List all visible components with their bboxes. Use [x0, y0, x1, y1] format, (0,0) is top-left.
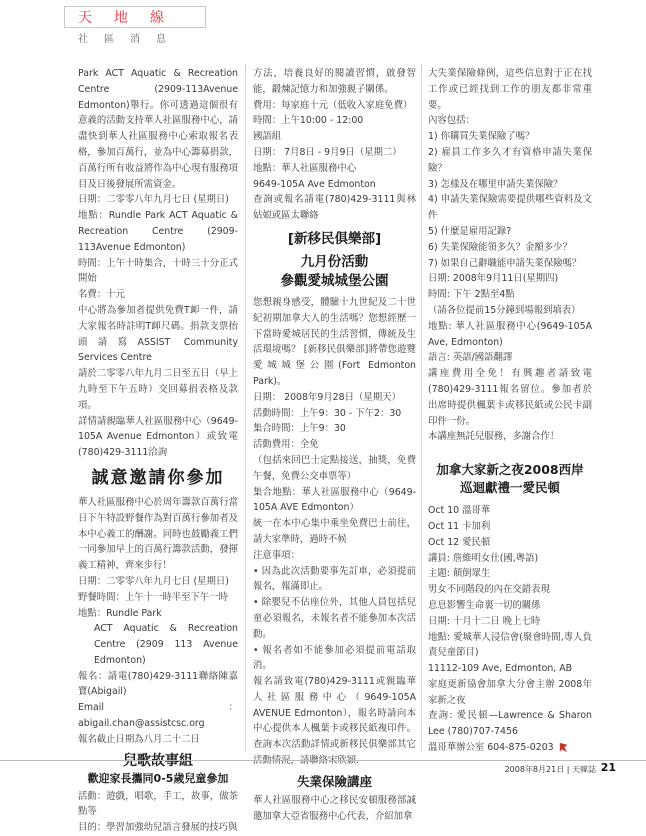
family-night-address: 11112-109 Ave, Edmonton, AB [428, 663, 573, 675]
walkathon-location: 地點：Rundle Park ACT Aquatic & Recreation Centre (2909-113Avenue Edmonton) [78, 210, 238, 253]
newcomer-note-3: • 報名者如不能參加必須提前電話取消。 [253, 644, 416, 672]
picnic-time: 野餐時間：上午十一時半至下午一時 [78, 591, 229, 603]
organization-logo-icon [558, 742, 569, 753]
storytime-lang: 國語組 [253, 131, 282, 143]
section-subtitle: 社區消息 [78, 34, 182, 45]
tour-date-1: Oct 10 溫哥華 [428, 505, 491, 517]
storytime-subheading: 歡迎家長攜同0-5歲兒童參加 [87, 771, 229, 785]
ei-free: 講座費用全免！有興趣者請致電(780)429-3111報名留位。參加者於出席時提供楓葉卡或移民紙或公民卡副印件一份。 [428, 368, 592, 427]
column-divider [421, 64, 422, 752]
walkathon-shirt: 中心將為參加者提供免費T卹一件，請大家報名時註明T卹尺碼。捐款支票抬頭請寫ASSIST Community Services Centre [78, 304, 238, 364]
family-night-venue: 地點: 愛城華人浸信會(聚會時間,專人負責兒童節目) [428, 631, 592, 659]
ei-early: （請各位提前15分鐘到場報到填表） [428, 304, 581, 316]
family-night-topic-2: 息息影響生命裏一切的關係 [428, 599, 541, 611]
walkathon-time: 時間：上午十時集合，十時三十分正式開始 [78, 257, 238, 285]
newcomer-note-1: • 因為此次活動要事先訂車，必須提前報名，報滿即止。 [253, 565, 416, 593]
walkathon-deadline: 請於二零零八年九月二日至五日（早上九時至下午五時）交回募捐表格及款項。 [78, 368, 238, 411]
footer-date-magazine: 2008年8月21日 | 天韓誌 [504, 765, 596, 774]
newcomer-meet-time: 集合時間：上午9：30 [253, 423, 346, 435]
invite-email: Email：abigail.chan@assistcsc.org [78, 702, 238, 730]
storytime-date: 日期： 7月8日 - 9月9日（星期二） [253, 146, 402, 158]
newcomer-bus: 統一在本中心集中乘坐免費巴士前往，請大家準時，過時不候 [253, 518, 416, 545]
ei-place: 地點: 華人社區服務中心(9649-105A Ave, Edmonton) [428, 320, 592, 348]
newcomer-activity-time: 活動時間：上午9：30 - 下午2：30 [253, 407, 402, 419]
newcomer-fee: 活動費用：全免 [253, 439, 319, 451]
family-night-topic: 男女不同階段的內在交錯表現 [428, 584, 550, 596]
family-night-host: 家庭更新協會加拿大分會主辦 2008年家新之夜 [428, 678, 592, 706]
column-2 [253, 66, 416, 824]
newcomer-notes-label: 注意事項： [253, 549, 300, 561]
storytime-purpose: 目的：學習加強幼兒語言發展的技巧與 [78, 822, 238, 834]
ei-question-4: 4) 申請失業保險需要提供哪些資料及文件 [428, 194, 592, 222]
storytime-time: 時間：上午10:00 - 12:00 [253, 115, 364, 127]
ei-cont: 大失業保險條例，這些信息對于正在找工作或已經找到工作的朋友都非常重要。 [428, 68, 592, 111]
family-night-date: 日期: 十月十二日 晚上七時 [428, 615, 541, 627]
invite-deadline: 報名截止日期為八月二十二日 [78, 733, 200, 745]
newcomer-desc: 您想親身感受，體驗十九世紀及二十世紀初期加拿大人的生活嗎？您想經歷一下當時愛城居民的生活習慣，傳統及生活環境嗎？ [新移民俱樂部]將帶您遊覽愛城城堡公園(Fort Edmonton Park)。 [253, 296, 416, 387]
newcomer-meet-place: 集合地點：華人社區服務中心（9649-105A AVE Edmonton） [253, 486, 416, 514]
ei-question-3: 3) 怎樣及在哪里申請失業保險？ [428, 178, 563, 190]
ei-childcare: 本講座無託兒服務，多謝合作！ [428, 431, 560, 443]
walkathon-contact: 詳情請親臨華人社區服務中心（9649-105A Avenue Edmonton）或致電(780)429-3111洽詢 [78, 415, 238, 459]
storytime-fee: 費用：每家庭十元（低收入家庭免費） [253, 99, 413, 111]
picnic-address: ACT Aquatic & Recreation Centre (2909 113 Avenue Edmonton) [94, 623, 238, 666]
family-night-heading-a: 加拿大家新之夜2008西岸 [436, 462, 584, 478]
picnic-place: 地點：Rundle Park [78, 607, 162, 619]
newcomer-contact: 報名請致電(780)429-3111或親臨華人社區服務中心（9649-105A AVENUE Edmonton），報名時請向本中心提供本人楓葉卡或移民紙複印件。查詢本次活動詳情或新移民俱樂部其它活動情況，請聯絡宋欣穎. [253, 676, 416, 767]
storytime-address: 9649-105A Ave Edmonton [253, 178, 376, 190]
invite-date: 日期：二零零八年九月七日 (星期日) [78, 575, 229, 587]
ei-date: 日期: 2008年9月11日(星期四) [428, 273, 559, 285]
column-3 [428, 66, 592, 756]
invite-heading: 誠意邀請你參加 [91, 467, 225, 488]
invite-body: 華人社區服務中心於周年籌款百萬行當日下午特設野餐作為對百萬行參加者及本中心義工的酬謝。同時也鼓勵義工們一同參加早上的百萬行籌款活動，發揮義工精神，齊來步行！ [78, 496, 238, 572]
storytime-inquiry: 查詢或報名請電(780)429-3111與林姑娘或區太聯絡 [253, 194, 416, 222]
column-1 [78, 66, 238, 836]
invite-register: 報名：請電(780)429-3111聯絡陳嘉寶(Abigail) [78, 670, 238, 698]
page-number: 21 [600, 761, 616, 774]
ei-question-1: 1) 你購買失業保險了嗎？ [428, 131, 535, 143]
office-text: 溫哥華辦公室 604-875-0203 [428, 742, 554, 754]
ei-seminar-intro: 華人社區服務中心之移民安頓服務部誠邀加拿大亞省服務中心代表，介紹加拿 [253, 794, 416, 822]
section-title: 天地線 [78, 10, 186, 26]
newcomer-note-2: • 除嬰兒不佔座位外，其他人員包括兒童必須報名，未報名者不能參加本次活動。 [253, 597, 416, 640]
tour-date-2: Oct 11 卡加利 [428, 520, 491, 532]
newcomer-includes: （包括來回巴士定點接送，抽獎，免費午餐，免費公交車票等） [253, 454, 416, 482]
ei-language: 語言: 英語/國語翻譯 [428, 352, 513, 364]
ei-question-2: 2) 雇員工作多久才有資格申請失業保險？ [428, 146, 592, 174]
ei-contents-label: 內容包括： [428, 115, 475, 127]
ei-seminar-heading: 失業保險講座 [296, 773, 372, 789]
ei-question-6: 6) 失業保險能領多久？金額多少？ [428, 241, 572, 253]
family-night-speaker: 講員: 詹維明女仕(國,粵語) [428, 552, 539, 564]
storytime-cont: 方法，培養良好的閱讀習慣，啟發智能，鍛煉記憶力和加強親子關係。 [253, 68, 416, 95]
column-divider [245, 64, 246, 752]
newcomer-heading-a: [新移民俱樂部] [287, 230, 382, 247]
storytime-activities: 活動：遊戲，唱歌，手工，故事，做茶點等 [78, 790, 238, 818]
family-night-theme: 主題: 顛倒眾生 [428, 568, 491, 580]
newcomer-heading-c: 參觀愛城城堡公園 [280, 272, 389, 289]
newcomer-date: 日期： 2008年9月28日（星期天） [253, 391, 401, 403]
storytime-heading: 兒歌故事組 [123, 752, 193, 769]
family-night-office [428, 740, 592, 756]
storytime-place: 地點：華人社區服務中心 [253, 162, 357, 174]
ei-question-5: 5) 什麼是雇用記錄? [428, 225, 512, 237]
walkathon-fee: 名費：十元 [78, 289, 125, 301]
walkathon-intro: Park ACT Aquatic & Recreation Centre (2909-113Avenue Edmonton)舉行。你可透過這個很有意義的活動支持華人社區服務中心，請盡快到華人社區服務中心索取報名表格，參加百萬行，並為中心籌募捐款，百萬行所有收益將作為中心現有服務項目及日後發展所需資金。 [78, 68, 238, 190]
walkathon-date: 日期：二零零八年九月七日 (星期日) [78, 194, 229, 206]
footer-rule [0, 760, 646, 761]
ei-time: 時間: 下午 2點至4點 [428, 289, 515, 301]
tour-date-3: Oct 12 愛民頓 [428, 536, 491, 548]
family-night-inquiry: 查詢: 愛民頓—Lawrence & Sharon Lee (780)707-7456 [428, 710, 592, 738]
family-night-heading-b: 巡迴獻禮一愛民頓 [459, 480, 560, 496]
newcomer-heading-b: 九月份活動 [300, 253, 369, 270]
ei-question-7: 7) 如果自己辭職能申請失業保險嗎？ [428, 257, 582, 269]
